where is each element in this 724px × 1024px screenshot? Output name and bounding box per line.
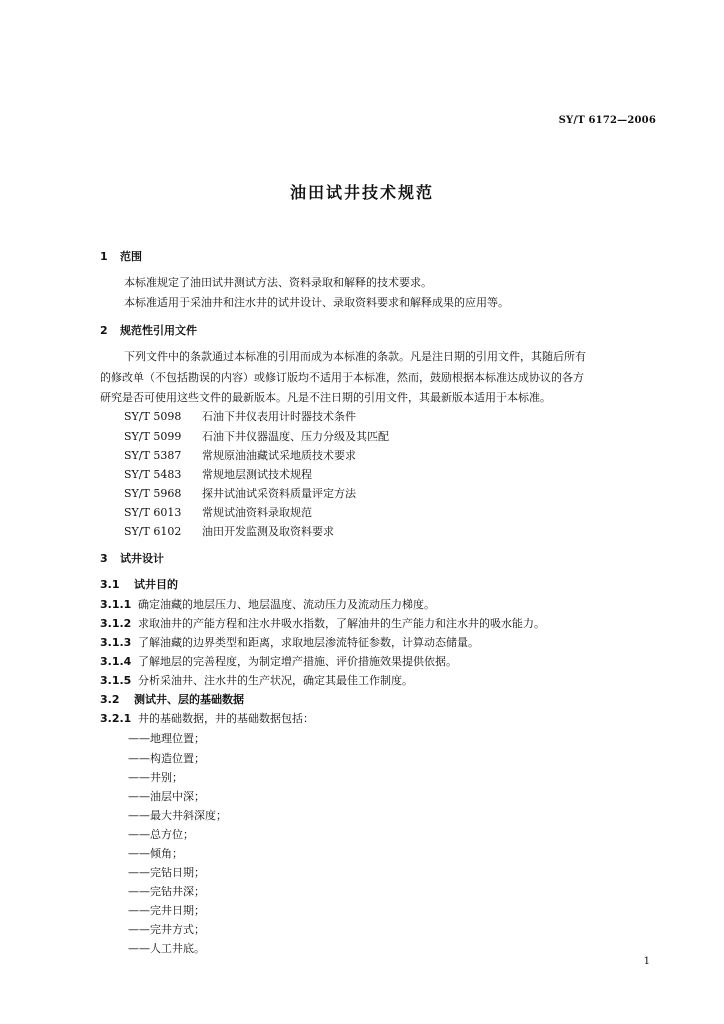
- clause-text: 井的基础数据，井的基础数据包括：: [138, 712, 314, 725]
- reference-name: 油田开发监测及取资料要求: [202, 525, 334, 538]
- reference-code: SY/T 6013: [124, 506, 182, 519]
- paragraph: 本标准适用于采油井和注水井的试井设计、录取资料要求和解释成果的应用等。: [124, 296, 509, 309]
- section-3-heading: [100, 552, 164, 566]
- reference-name: 常规试油资料录取规范: [202, 506, 312, 519]
- list-item: ——最大井斜深度；: [128, 809, 227, 822]
- section-number: 3: [100, 552, 108, 565]
- reference-code: SY/T 6102: [124, 525, 182, 538]
- list-item: ——人工井底。: [128, 942, 205, 955]
- clause-number: 3.1.2: [100, 617, 132, 630]
- list-item: ——总方位；: [128, 828, 194, 841]
- section-title: 规范性引用文件: [120, 324, 197, 337]
- standard-code: SY/T 6172—2006: [558, 115, 656, 126]
- subsection-number: 3.2: [100, 693, 120, 706]
- clause-number: 3.1.1: [100, 598, 132, 611]
- list-item: ——构造位置；: [128, 752, 205, 765]
- paragraph: 本标准规定了油田试井测试方法、资料录取和解释的技术要求。: [124, 276, 432, 289]
- subsection-3-1-heading: [100, 578, 178, 592]
- paragraph-line: 研究是否可使用这些文件的最新版本。凡是不注日期的引用文件，其最新版本适用于本标准。: [100, 391, 551, 404]
- reference-item: [124, 506, 312, 520]
- clause-item: [100, 674, 413, 688]
- reference-code: SY/T 5099: [124, 430, 182, 443]
- reference-item: [124, 430, 389, 444]
- reference-item: [124, 449, 356, 463]
- list-item: ——油层中深；: [128, 790, 205, 803]
- clause-text: 求取油井的产能方程和注水井吸水指数，了解油井的生产能力和注水井的吸水能力。: [138, 617, 545, 630]
- section-title: 范围: [120, 250, 142, 263]
- clause-number: 3.1.3: [100, 636, 132, 649]
- list-item: ——倾角；: [128, 847, 183, 860]
- list-item: ——完钻井深；: [128, 885, 205, 898]
- list-item: ——完钻日期；: [128, 866, 205, 879]
- document-title: 油田试井技术规范: [289, 183, 434, 202]
- section-2-heading: [100, 324, 197, 338]
- reference-item: [124, 525, 334, 539]
- clause-text: 分析采油井、注水井的生产状况，确定其最佳工作制度。: [138, 674, 413, 687]
- subsection-title: 测试井、层的基础数据: [134, 693, 244, 706]
- clause-item: [100, 655, 457, 669]
- list-item: ——完井日期；: [128, 904, 205, 917]
- page-number: 1: [643, 956, 650, 967]
- clause-text: 确定油藏的地层压力、地层温度、流动压力及流动压力梯度。: [138, 598, 435, 611]
- section-title: 试井设计: [120, 552, 164, 565]
- section-number: 1: [100, 250, 108, 263]
- clause-item: [100, 636, 479, 650]
- clause-number: 3.1.5: [100, 674, 132, 687]
- reference-code: SY/T 5968: [124, 487, 182, 500]
- reference-code: SY/T 5387: [124, 449, 182, 462]
- paragraph-line: 下列文件中的条款通过本标准的引用而成为本标准的条款。凡是注日期的引用文件，其随后所有: [124, 350, 586, 363]
- clause-item: [100, 598, 435, 612]
- subsection-3-2-heading: [100, 693, 244, 707]
- clause-text: 了解油藏的边界类型和距离，求取地层渗流特征参数，计算动态储量。: [138, 636, 479, 649]
- reference-item: [124, 410, 356, 424]
- clause-text: 了解地层的完善程度，为制定增产措施、评价措施效果提供依据。: [138, 655, 457, 668]
- list-item: ——完井方式；: [128, 923, 205, 936]
- reference-code: SY/T 5098: [124, 410, 182, 423]
- clause-number: 3.1.4: [100, 655, 132, 668]
- clause-item: [100, 712, 314, 726]
- subsection-title: 试井目的: [134, 578, 178, 591]
- reference-name: 探井试油试采资料质量评定方法: [202, 487, 356, 500]
- list-item: ——地理位置；: [128, 732, 205, 745]
- reference-name: 常规地层测试技术规程: [202, 468, 312, 481]
- section-number: 2: [100, 324, 108, 337]
- clause-number: 3.2.1: [100, 712, 132, 725]
- list-item: ——井别；: [128, 771, 183, 784]
- reference-name: 石油下井仪器温度、压力分级及其匹配: [202, 430, 389, 443]
- subsection-number: 3.1: [100, 578, 120, 591]
- reference-name: 常规原油油藏试采地质技术要求: [202, 449, 356, 462]
- clause-item: [100, 617, 545, 631]
- reference-code: SY/T 5483: [124, 468, 182, 481]
- paragraph-line: 的修改单（不包括勘误的内容）或修订版均不适用于本标准，然而，鼓励根据本标准达成协议的各方: [100, 371, 584, 384]
- reference-item: [124, 468, 312, 482]
- reference-item: [124, 487, 356, 501]
- section-1-heading: [100, 250, 142, 264]
- reference-name: 石油下井仪表用计时器技术条件: [202, 410, 356, 423]
